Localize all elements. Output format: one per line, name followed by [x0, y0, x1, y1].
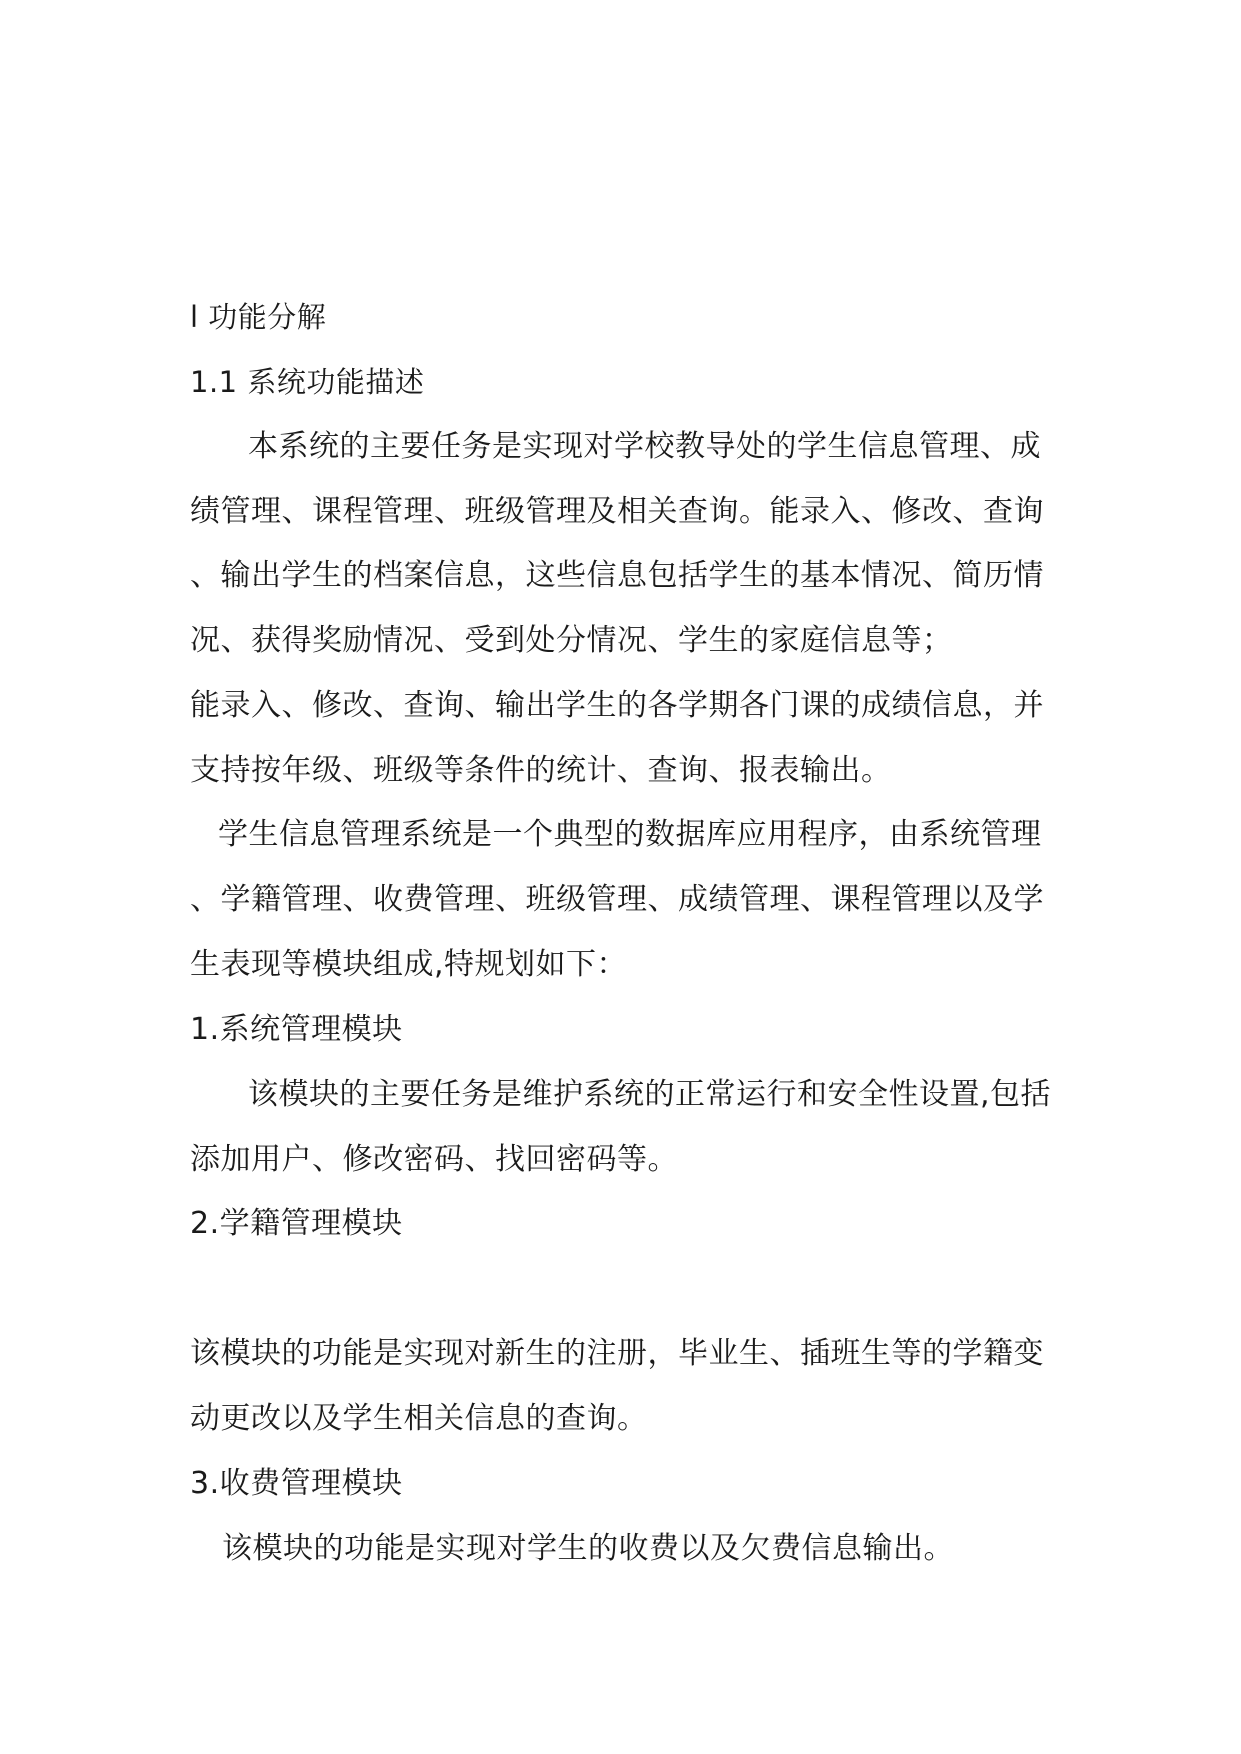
paragraph-line: 添加用户、修改密码、找回密码等。: [190, 1142, 678, 1177]
paragraph-line: 支持按年级、班级等条件的统计、查询、报表输出。: [190, 753, 892, 788]
paragraph-line: 能录入、修改、查询、输出学生的各学期各门课的成绩信息，并: [190, 688, 1044, 723]
paragraph-line: 本系统的主要任务是实现对学校教导处的学生信息管理、成: [248, 429, 1041, 464]
subsection-heading: 1.1 系统功能描述: [190, 365, 425, 399]
module-title: 2.学籍管理模块: [190, 1206, 403, 1241]
paragraph-line: 、学籍管理、收费管理、班级管理、成绩管理、课程管理以及学: [190, 882, 1044, 917]
paragraph-line: 动更改以及学生相关信息的查询。: [190, 1401, 648, 1436]
paragraph-line: 该模块的功能是实现对学生的收费以及欠费信息输出。: [222, 1531, 954, 1566]
paragraph-line: 学生信息管理系统是一个典型的数据库应用程序，由系统管理: [218, 817, 1042, 852]
paragraph-line: 、输出学生的档案信息，这些信息包括学生的基本情况、简历情: [190, 558, 1044, 593]
module-title: 3.收费管理模块: [190, 1466, 403, 1501]
module-title: 1.系统管理模块: [190, 1012, 403, 1047]
paragraph-line: 生表现等模块组成,特规划如下：: [190, 947, 628, 982]
paragraph-line: 该模块的功能是实现对新生的注册，毕业生、插班生等的学籍变: [190, 1336, 1044, 1371]
paragraph-line: 绩管理、课程管理、班级管理及相关查询。能录入、修改、查询: [190, 494, 1044, 529]
paragraph-line: 况、获得奖励情况、受到处分情况、学生的家庭信息等；: [190, 623, 953, 658]
paragraph-line: 该模块的主要任务是维护系统的正常运行和安全性设置,包括: [248, 1077, 1052, 1112]
section-heading: l 功能分解: [190, 300, 327, 334]
